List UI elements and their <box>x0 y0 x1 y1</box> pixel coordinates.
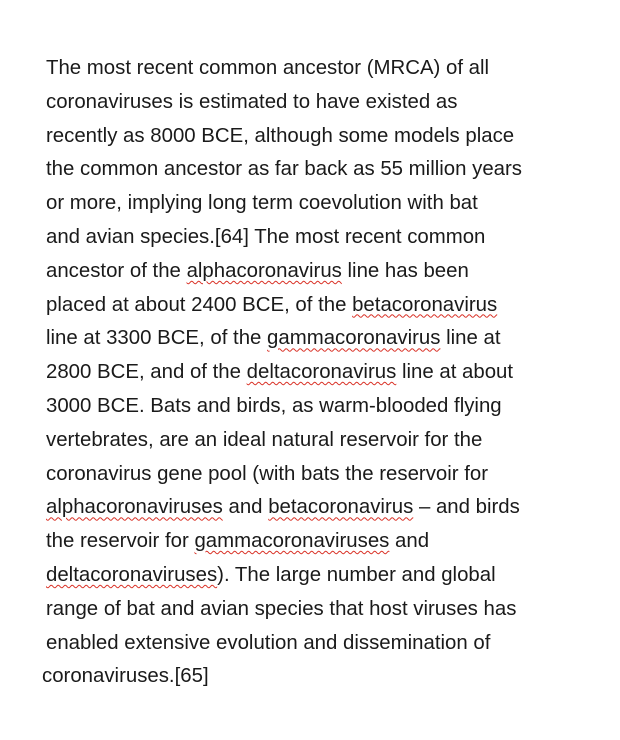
text-line: enabled extensive evolution and dissemination of <box>46 631 491 654</box>
text-line: recently as 8000 BCE, although some models place <box>46 124 515 147</box>
text-line <box>46 525 606 559</box>
spellcheck-flagged-word[interactable]: gammacoronavirus <box>267 327 441 350</box>
text-line <box>46 289 606 323</box>
text-fragment: ). The large number and global <box>217 563 496 586</box>
text-line <box>46 491 606 525</box>
text-fragment: and <box>389 530 430 553</box>
text-fragment: and <box>222 496 269 519</box>
text-line: the common ancestor as far back as 55 million years <box>46 158 522 181</box>
spellcheck-flagged-word[interactable]: betacoronavirus <box>268 496 414 519</box>
spellcheck-flagged-word[interactable]: deltacoronavirus <box>246 361 397 384</box>
text-fragment: line at 3300 BCE, of the <box>46 327 268 350</box>
text-fragment: line has been <box>341 259 469 282</box>
text-fragment: ancestor of the <box>46 259 187 282</box>
text-line: coronaviruses.[65] <box>42 665 209 688</box>
spellcheck-flagged-word[interactable]: alphacoronavirus <box>186 259 342 282</box>
text-line <box>46 356 606 390</box>
text-line: range of bat and avian species that host viruses has <box>46 597 517 620</box>
text-line <box>46 559 606 593</box>
spellcheck-flagged-word[interactable]: betacoronavirus <box>352 293 498 316</box>
text-fragment: the reservoir for <box>46 530 195 553</box>
text-fragment: line at <box>440 327 501 350</box>
body-paragraph <box>42 52 606 694</box>
text-line: vertebrates, are an ideal natural reservoir for the <box>46 428 483 451</box>
text-fragment: placed at about 2400 BCE, of the <box>46 293 353 316</box>
text-fragment: – and birds <box>413 496 520 519</box>
text-line: or more, implying long term coevolution with bat <box>46 192 478 215</box>
text-line: The most recent common ancestor (MRCA) of all <box>46 57 490 79</box>
text-fragment: line at about <box>396 361 514 384</box>
text-line: and avian species.[64] The most recent common <box>46 225 486 248</box>
spellcheck-flagged-word[interactable]: gammacoronaviruses <box>194 530 390 553</box>
spellcheck-flagged-word[interactable]: alphacoronaviruses <box>46 496 223 519</box>
text-line <box>46 255 606 289</box>
text-fragment: 2800 BCE, and of the <box>46 361 247 384</box>
text-line: coronaviruses is estimated to have existed as <box>46 90 458 113</box>
spellcheck-flagged-word[interactable]: deltacoronaviruses <box>46 563 218 586</box>
text-line: coronavirus gene pool (with bats the reservoir for <box>46 462 489 485</box>
text-line <box>46 322 606 356</box>
text-line: 3000 BCE. Bats and birds, as warm-blooded flying <box>46 394 502 417</box>
